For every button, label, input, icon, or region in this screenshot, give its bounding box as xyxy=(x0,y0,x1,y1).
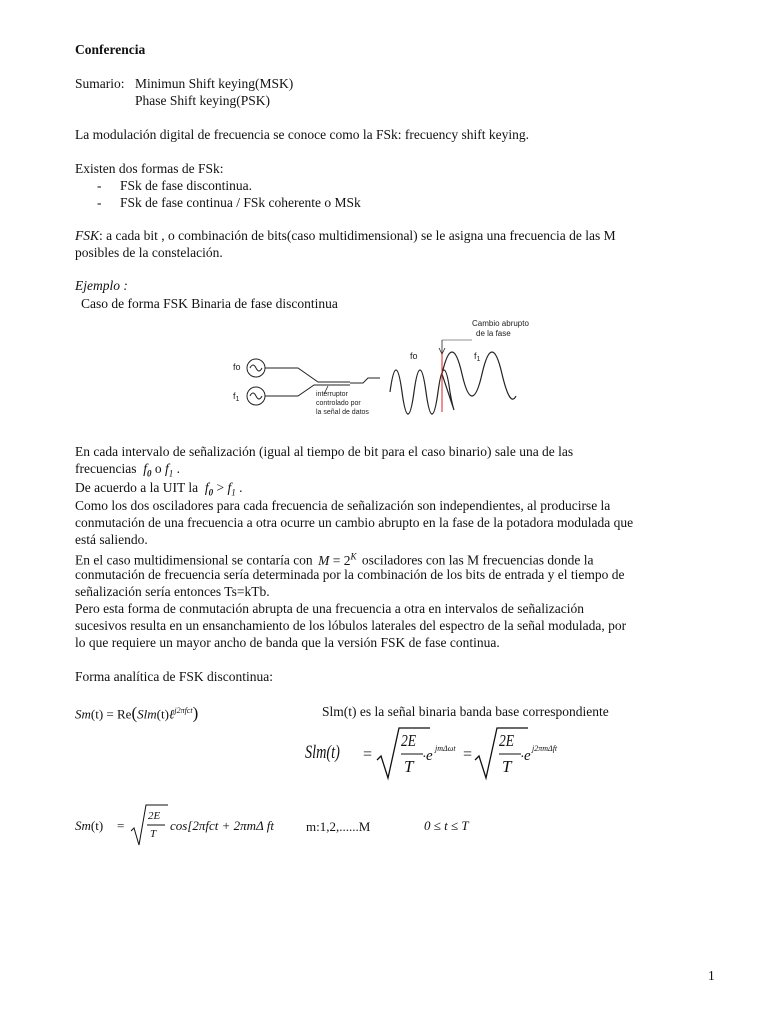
fsk-diagram xyxy=(228,312,540,424)
switch-line-f0 xyxy=(280,368,338,382)
symbol-f0: $f_0$ xyxy=(204,480,214,498)
symbol-f1: $f_1$ xyxy=(227,480,236,498)
switch-label-1: interruptor xyxy=(316,391,348,398)
phase-change-label-1: Cambio abrupto xyxy=(472,319,529,328)
summary-label: Sumario: xyxy=(75,76,125,91)
summary-item-msk: Minimun Shift keying(MSK) xyxy=(135,76,294,91)
fsk-waveform xyxy=(390,352,516,414)
osc-f1-label: $f_1$ xyxy=(233,391,240,403)
equation-sm-cos: Sm(t) = 2E T cos[2πfct + 2πmΔ ft m:1,2,......M 0 ≤ t ≤ T xyxy=(75,803,495,847)
phase-change-label-2: de la fase xyxy=(476,329,511,338)
body-line: señalización sería entonces Ts=kTb. xyxy=(75,584,270,599)
list-bullet: - xyxy=(97,178,102,193)
example-caption: Caso de forma FSK Binaria de fase discontinua xyxy=(81,296,338,311)
equation-m-2k: $M = 2^K$ xyxy=(318,551,357,568)
body-line: Pero esta forma de conmutación abrupta de una frecuencia a otra en intervalos de señalización xyxy=(75,601,585,616)
body-line: conmutación de una frecuencia a otra ocurre un cambio abrupto en la fase de la potadora modulada que xyxy=(75,515,634,530)
list-item: FSk de fase discontinua. xyxy=(120,178,252,193)
page-number: 1 xyxy=(708,968,715,983)
symbol-f1: $f_1$ xyxy=(164,461,174,479)
body-multidimensional-line: En el caso multidimensional se contaría con $M = 2^K$ osciladores con las M frecuencias donde la xyxy=(75,551,594,568)
example-colon: : xyxy=(120,278,128,293)
example-label-line xyxy=(75,277,128,294)
forms-intro: Existen dos formas de FSk: xyxy=(75,161,224,176)
summary-item-psk: Phase Shift keying(PSK) xyxy=(135,93,270,108)
body-frequencies-line: frecuencias $f_0$ o $f_1$ . xyxy=(75,461,180,479)
wave-f0-label: fo xyxy=(410,351,418,361)
osc-f0-label: fo xyxy=(233,362,241,372)
switch-label-3: la señal de datos xyxy=(316,409,369,416)
list-bullet: - xyxy=(97,195,102,210)
intro-paragraph: La modulación digital de frecuencia se conoce como la FSk: frecuency shift keying. xyxy=(75,127,529,142)
fsk-definition-line2: posibles de la constelación. xyxy=(75,245,223,260)
symbol-f0: $f_0$ xyxy=(143,461,152,479)
list-item: FSk de fase continua / FSk coherente o MSk xyxy=(120,195,361,210)
analytic-title: Forma analítica de FSK discontinua: xyxy=(75,669,273,684)
equation-sm-re: Sm(t) = Re(Slm(t)ℓ$^{j2\pi fct}$) xyxy=(75,703,199,723)
switch-label-2: controlado por xyxy=(316,400,361,407)
fsk-definition-line1 xyxy=(75,227,616,244)
body-line: está saliendo. xyxy=(75,532,148,547)
heading: Conferencia xyxy=(75,42,146,57)
example-label: Ejemplo xyxy=(75,278,120,293)
body-uit-line: De acuerdo a la UIT la $f_0 > f_1$ . xyxy=(75,480,243,498)
body-line: En cada intervalo de señalización (igual al tiempo de bit para el caso binario) sale una de las xyxy=(75,444,574,459)
body-line: conmutación de frecuencia sería determinada por la combinación de los bits de entrada y el tiempo de xyxy=(75,567,625,582)
equation-slm: Slm(t) = 2E T · e jmΔωt = 2E T · e j2πmΔft xyxy=(305,726,545,786)
body-line: Como los dos osciladores para cada frecuencia de señalización son independientes, al producirse la xyxy=(75,498,611,513)
wave-f1-label: $f_1$ xyxy=(474,351,481,363)
body-line: lo que requiere un mayor ancho de banda que la versión FSK de fase continua. xyxy=(75,635,500,650)
body-line: sucesivos resulta en un ensanchamiento de los lóbulos laterales del espectro de la señal modulada, por xyxy=(75,618,627,633)
equation-description: Slm(t) es la señal binaria banda base correspondiente xyxy=(322,704,609,719)
fsk-definition-text: : a cada bit , o combinación de bits(caso multidimensional) se le asigna una frecuencia de las M xyxy=(99,228,616,243)
fsk-term: FSK xyxy=(75,228,100,243)
